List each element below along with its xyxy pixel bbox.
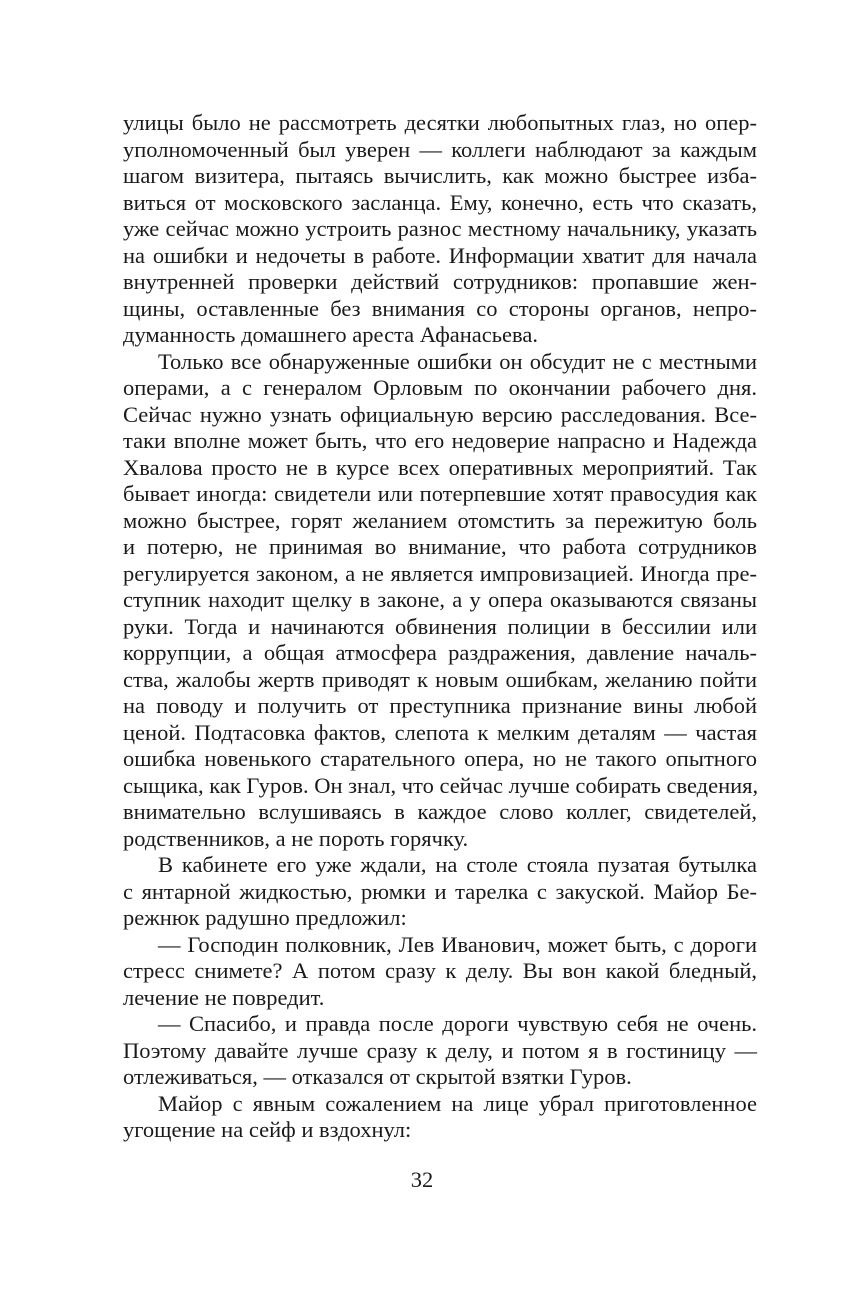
text-line: ценой. Подтасовка фактов, слепота к мелким деталям — частая xyxy=(123,719,757,745)
text-line: можно быстрее, горят желанием отомстить за пережитую боль xyxy=(123,507,757,533)
text-line: режнюк радушно предложил: xyxy=(123,905,407,930)
text-line: операми, а с генералом Орловым по окончании рабочего дня. xyxy=(123,375,757,400)
text-line: угощение на сейф и вздохнул: xyxy=(123,1117,412,1142)
text-line: щины, оставленные без внимания со стороны органов, непро- xyxy=(123,295,757,321)
text-line: стресс снимете? А потом сразу к делу. Вы вон какой бледный, xyxy=(123,958,757,983)
text-line: шагом визитера, пытаясь вычислить, как можно быстрее изба- xyxy=(123,163,757,188)
text-line: ступник находит щелку в законе, а у опера оказываются связаны xyxy=(123,587,757,612)
text-line: с янтарной жидкостью, рюмки и тарелка с закуской. Майор Бе- xyxy=(123,878,757,904)
text-line: отлеживаться, — отказался от скрытой взятки Гуров. xyxy=(123,1064,632,1089)
text-line: таки вполне может быть, что его недоверие напрасно и Надежда xyxy=(123,428,757,453)
text-line: Поэтому давайте лучше сразу к делу, и потом я в гостиницу — xyxy=(123,1037,757,1063)
page-number: 32 xyxy=(410,1167,434,1192)
text-line: бывает иногда: свидетели или потерпевшие хотят правосудия как xyxy=(123,481,757,506)
text-line: на ошибки и недочеты в работе. Информации хватит для начала xyxy=(123,242,757,268)
text-line: лечение не повредит. xyxy=(123,984,325,1010)
text-line: В кабинете его уже ждали, на столе стояла пузатая бутылка xyxy=(158,852,757,877)
text-line: — Господин полковник, Лев Иванович, может быть, с дороги xyxy=(158,931,757,957)
text-line: виться от московского засланца. Ему, конечно, есть что сказать, xyxy=(123,189,757,215)
text-line: внутренней проверки действий сотрудников: пропавшие жен- xyxy=(123,269,757,294)
text-line: уполномоченный был уверен — коллеги наблюдают за каждым xyxy=(123,136,757,162)
text-line: сыщика, как Гуров. Он знал, что сейчас лучше собирать сведения, xyxy=(123,772,759,798)
text-line: Майор с явным сожалением на лице убрал приготовленное xyxy=(158,1090,757,1116)
text-line: и потерю, не принимая во внимание, что работа сотрудников xyxy=(123,534,757,559)
text-line: родственников, а не пороть горячку. xyxy=(123,825,469,851)
text-line: Сейчас нужно узнать официальную версию расследования. Все- xyxy=(123,401,757,427)
text-line: улицы было не рассмотреть десятки любопытных глаз, но опер- xyxy=(123,110,757,135)
text-line: на поводу и получить от преступника признание вины любой xyxy=(123,693,757,718)
text-line: Хвалова просто не в курсе всех оперативных мероприятий. Так xyxy=(123,454,757,480)
text-line: Только все обнаруженные ошибки он обсудит не с местными xyxy=(158,348,757,374)
text-line: уже сейчас можно устроить разнос местному начальнику, указать xyxy=(123,216,757,241)
text-line: коррупции, а общая атмосфера раздражения, давление началь- xyxy=(123,640,757,665)
text-line: ошибка новенького старательного опера, но не такого опытного xyxy=(123,746,757,771)
text-line: регулируется законом, а не является импровизацией. Иногда пре- xyxy=(123,560,757,586)
text-line: внимательно вслушиваясь в каждое слово коллег, свидетелей, xyxy=(123,799,757,824)
text-line: ства, жалобы жертв приводят к новым ошибкам, желанию пойти xyxy=(123,666,757,692)
body-text xyxy=(123,110,757,1144)
text-line: — Спасибо, и правда после дороги чувствую себя не очень. xyxy=(158,1011,757,1036)
text-line: думанность домашнего ареста Афанасьева. xyxy=(123,322,538,347)
text-line: руки. Тогда и начинаются обвинения полиции в бессилии или xyxy=(123,613,757,639)
